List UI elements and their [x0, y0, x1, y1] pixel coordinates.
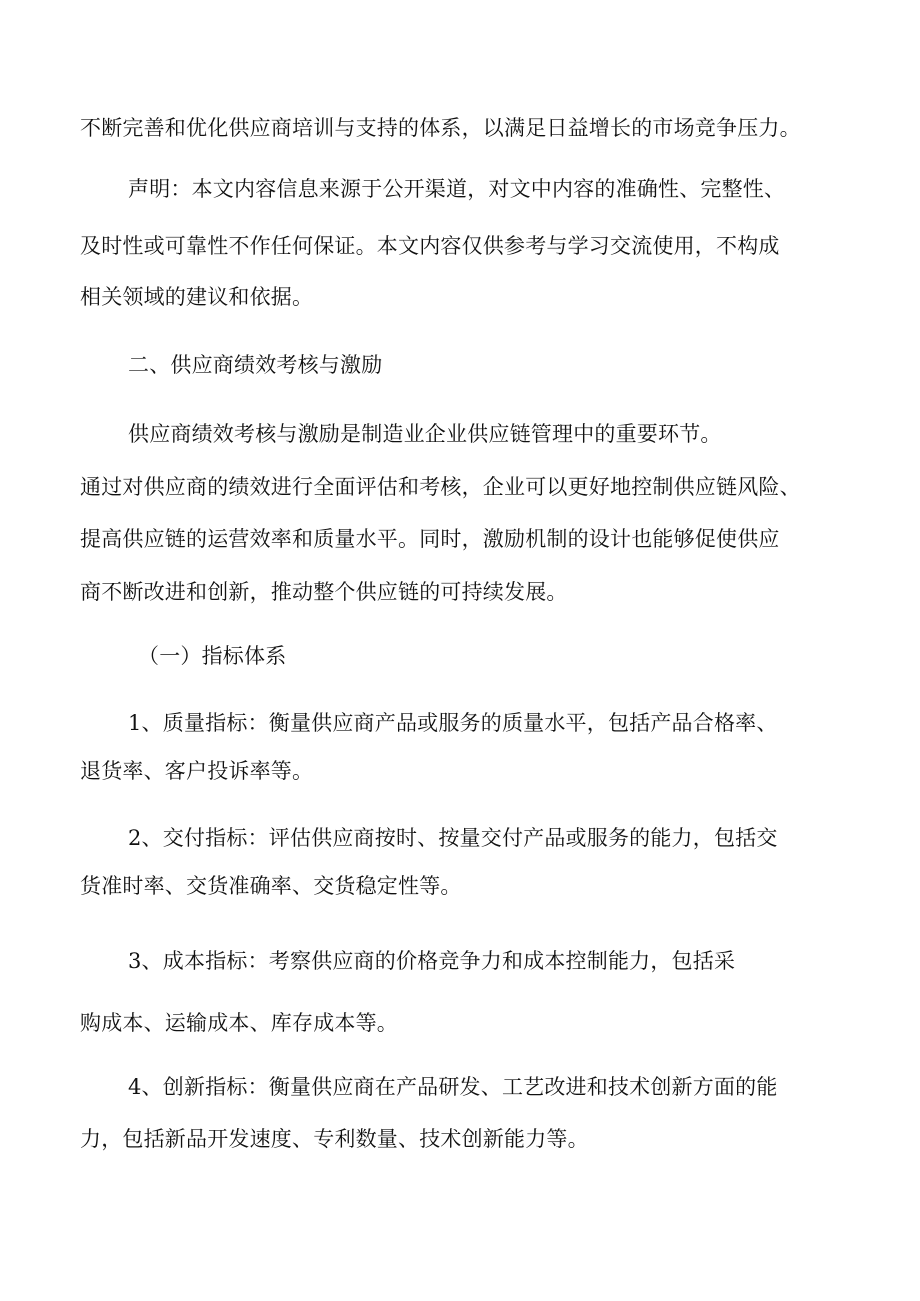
paragraph-line: 供应商绩效考核与激励是制造业企业供应链管理中的重要环节。	[128, 422, 722, 446]
list-item-line: 力，包括新品开发速度、专利数量、技术创新能力等。	[80, 1127, 589, 1151]
list-item-line: 3、成本指标：考察供应商的价格竞争力和成本控制能力，包括采	[128, 949, 736, 973]
list-item-line: 1、质量指标：衡量供应商产品或服务的质量水平，包括产品合格率、	[128, 711, 778, 735]
paragraph-line: 通过对供应商的绩效进行全面评估和考核，企业可以更好地控制供应链风险、	[80, 475, 801, 499]
list-item-line: 4、创新指标：衡量供应商在产品研发、工艺改进和技术创新方面的能	[128, 1075, 778, 1099]
disclaimer-line: 声明：本文内容信息来源于公开渠道，对文中内容的准确性、完整性、	[128, 177, 786, 201]
section-heading: 二、供应商绩效考核与激励	[128, 353, 383, 377]
disclaimer-line: 相关领域的建议和依据。	[80, 285, 314, 309]
list-item-line: 2、交付指标：评估供应商按时、按量交付产品或服务的能力，包括交	[128, 826, 778, 850]
list-item-line: 退货率、客户投诉率等。	[80, 759, 314, 783]
paragraph-line: 不断完善和优化供应商培训与支持的体系，以满足日益增长的市场竞争压力。	[80, 116, 801, 140]
paragraph-line: 商不断改进和创新，推动整个供应链的可持续发展。	[80, 580, 568, 604]
list-item-line: 购成本、运输成本、库存成本等。	[80, 1011, 398, 1035]
disclaimer-line: 及时性或可靠性不作任何保证。本文内容仅供参考与学习交流使用，不构成	[80, 234, 780, 258]
subsection-heading: （一）指标体系	[138, 644, 287, 668]
list-item-line: 货准时率、交货准确率、交货稳定性等。	[80, 874, 462, 898]
paragraph-line: 提高供应链的运营效率和质量水平。同时，激励机制的设计也能够促使供应	[80, 527, 780, 551]
